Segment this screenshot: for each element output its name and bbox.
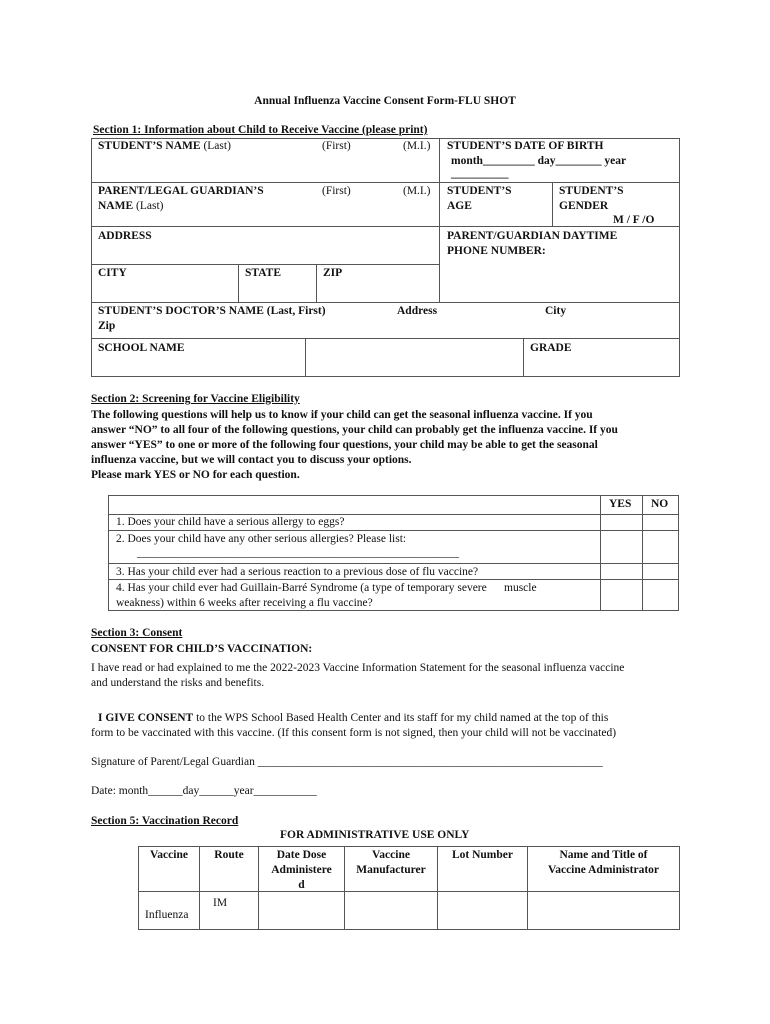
dob-format[interactable]: month_________ day________ year xyxy=(451,155,627,167)
col-header-date xyxy=(259,848,344,893)
col-header-route: Route xyxy=(214,849,244,861)
page-title: Annual Influenza Vaccine Consent Form-FLU SHOT xyxy=(254,95,516,107)
col-header-date-line: Administere xyxy=(271,864,332,876)
intro-line: Please mark YES or NO for each question. xyxy=(91,469,300,481)
admin-use-only-label: FOR ADMINISTRATIVE USE ONLY xyxy=(280,829,470,841)
col-header-manufacturer xyxy=(345,848,437,878)
dob-label: STUDENT’S DATE OF BIRTH xyxy=(447,140,604,152)
phone-label-1: PARENT/GUARDIAN DAYTIME xyxy=(447,230,618,242)
col-header-lot-number: Lot Number xyxy=(451,849,513,861)
consent-subheading: CONSENT FOR CHILD’S VACCINATION: xyxy=(91,643,313,655)
record-vaccine-influenza: Influenza xyxy=(145,909,189,921)
doctor-address-label: Address xyxy=(397,305,438,317)
q4-yes-cell[interactable] xyxy=(601,580,642,610)
guardian-name-field[interactable] xyxy=(98,199,163,214)
student-name-field[interactable] xyxy=(98,139,231,154)
consent-paragraph xyxy=(91,711,691,741)
school-name-label: SCHOOL NAME xyxy=(98,342,185,354)
student-gender-label-2: GENDER xyxy=(559,200,609,212)
record-administrator-input[interactable] xyxy=(528,892,679,929)
city-label: CITY xyxy=(98,267,127,279)
state-label: STATE xyxy=(245,267,282,279)
q1-yes-cell[interactable] xyxy=(601,515,642,530)
allergies-list-blank[interactable]: ________________________________________________________ xyxy=(137,547,459,559)
student-first-name-hint: (First) xyxy=(322,140,351,152)
col-header-manufacturer-line: Vaccine xyxy=(372,849,410,861)
section1-heading: Section 1: Information about Child to Receive Vaccine (please print) xyxy=(93,124,428,136)
address-label: ADDRESS xyxy=(98,230,152,242)
no-column-header: NO xyxy=(651,498,669,510)
col-header-date-line: Date Dose xyxy=(276,849,327,861)
student-name-label: STUDENT’S NAME xyxy=(98,140,201,152)
col-header-administrator-line: Vaccine Administrator xyxy=(547,864,660,876)
doctor-name-label: STUDENT’S DOCTOR’S NAME (Last, First) xyxy=(98,305,326,317)
q3-no-cell[interactable] xyxy=(643,564,678,579)
intro-line: answer “YES” to one or more of the following four questions, your child may be able to get the seasonal xyxy=(91,439,598,451)
vis-statement xyxy=(91,661,691,691)
guardian-label-2: NAME xyxy=(98,200,134,212)
phone-label-2: PHONE NUMBER: xyxy=(447,245,546,257)
col-header-manufacturer-line: Manufacturer xyxy=(356,864,426,876)
section2-heading: Section 2: Screening for Vaccine Eligibility xyxy=(91,393,300,405)
section5-heading: Section 5: Vaccination Record xyxy=(91,815,239,827)
student-age-label-1: STUDENT’S xyxy=(447,185,512,197)
col-header-administrator-line: Name and Title of xyxy=(559,849,648,861)
consent-line xyxy=(91,711,691,726)
question-1: 1. Does your child have a serious allergy to eggs? xyxy=(116,516,345,528)
col-header-vaccine: Vaccine xyxy=(150,849,188,861)
guardian-label-1: PARENT/LEGAL GUARDIAN’S xyxy=(98,185,264,197)
question-2: 2. Does your child have any other serious allergies? Please list: xyxy=(116,533,407,545)
q1-no-cell[interactable] xyxy=(643,515,678,530)
section3-heading: Section 3: Consent xyxy=(91,627,183,639)
q2-no-cell[interactable] xyxy=(643,531,678,563)
consent-rest: to the WPS School Based Health Center and its staff for my child named at the top of this xyxy=(193,712,609,724)
grade-label: GRADE xyxy=(530,342,572,354)
student-gender-label-1: STUDENT’S xyxy=(559,185,624,197)
guardian-signature-line[interactable]: Signature of Parent/Legal Guardian ____________________________________________________________ xyxy=(91,756,603,768)
q3-yes-cell[interactable] xyxy=(601,564,642,579)
record-date-input[interactable] xyxy=(259,892,344,929)
guardian-mi-hint: (M.I.) xyxy=(403,185,431,197)
guardian-first-name-hint: (First) xyxy=(322,185,351,197)
section2-intro xyxy=(91,408,691,483)
record-lot-input[interactable] xyxy=(438,892,527,929)
consent-bold: I GIVE CONSENT xyxy=(98,712,194,724)
col-header-administrator xyxy=(528,848,679,878)
record-manufacturer-input[interactable] xyxy=(345,892,437,929)
intro-line: influenza vaccine, but we will contact you to discuss your options. xyxy=(91,454,412,466)
student-age-label-2: AGE xyxy=(447,200,472,212)
yes-column-header: YES xyxy=(609,498,632,510)
student-mi-hint: (M.I.) xyxy=(403,140,431,152)
doctor-zip-label: Zip xyxy=(98,320,116,332)
dob-year-blank[interactable]: __________ xyxy=(451,168,509,180)
question-3: 3. Has your child ever had a serious reaction to a previous dose of flu vaccine? xyxy=(116,566,479,578)
guardian-last-hint: (Last) xyxy=(136,200,164,212)
intro-line: answer “NO” to all four of the following questions, your child can probably get the influenza vaccine. If you xyxy=(91,424,618,436)
school-name-input[interactable] xyxy=(306,339,523,376)
zip-label: ZIP xyxy=(323,267,343,279)
record-route-im: IM xyxy=(213,897,228,909)
consent-date-line[interactable]: Date: month______day______year___________ xyxy=(91,785,317,797)
consent-line-2: form to be vaccinated with this vaccine. (If this consent form is not signed, then your child will not be vaccinated) xyxy=(91,727,617,739)
vis-statement-line: and understand the risks and benefits. xyxy=(91,677,265,689)
last-name-hint: (Last) xyxy=(203,140,231,152)
question-4-line-2: weakness) within 6 weeks after receiving a flu vaccine? xyxy=(116,597,373,609)
doctor-city-label: City xyxy=(545,305,567,317)
q2-yes-cell[interactable] xyxy=(601,531,642,563)
vis-statement-line: I have read or had explained to me the 2022-2023 Vaccine Information Statement for the seasonal influenza vaccine xyxy=(91,662,625,674)
col-header-date-line: d xyxy=(298,879,305,891)
q4-no-cell[interactable] xyxy=(643,580,678,610)
intro-line: The following questions will help us to know if your child can get the seasonal influenza vaccine. If you xyxy=(91,409,593,421)
question-4-line-1: 4. Has your child ever had Guillain-Barré Syndrome (a type of temporary severe muscle xyxy=(116,582,537,594)
gender-options[interactable]: M / F /O xyxy=(613,214,655,226)
